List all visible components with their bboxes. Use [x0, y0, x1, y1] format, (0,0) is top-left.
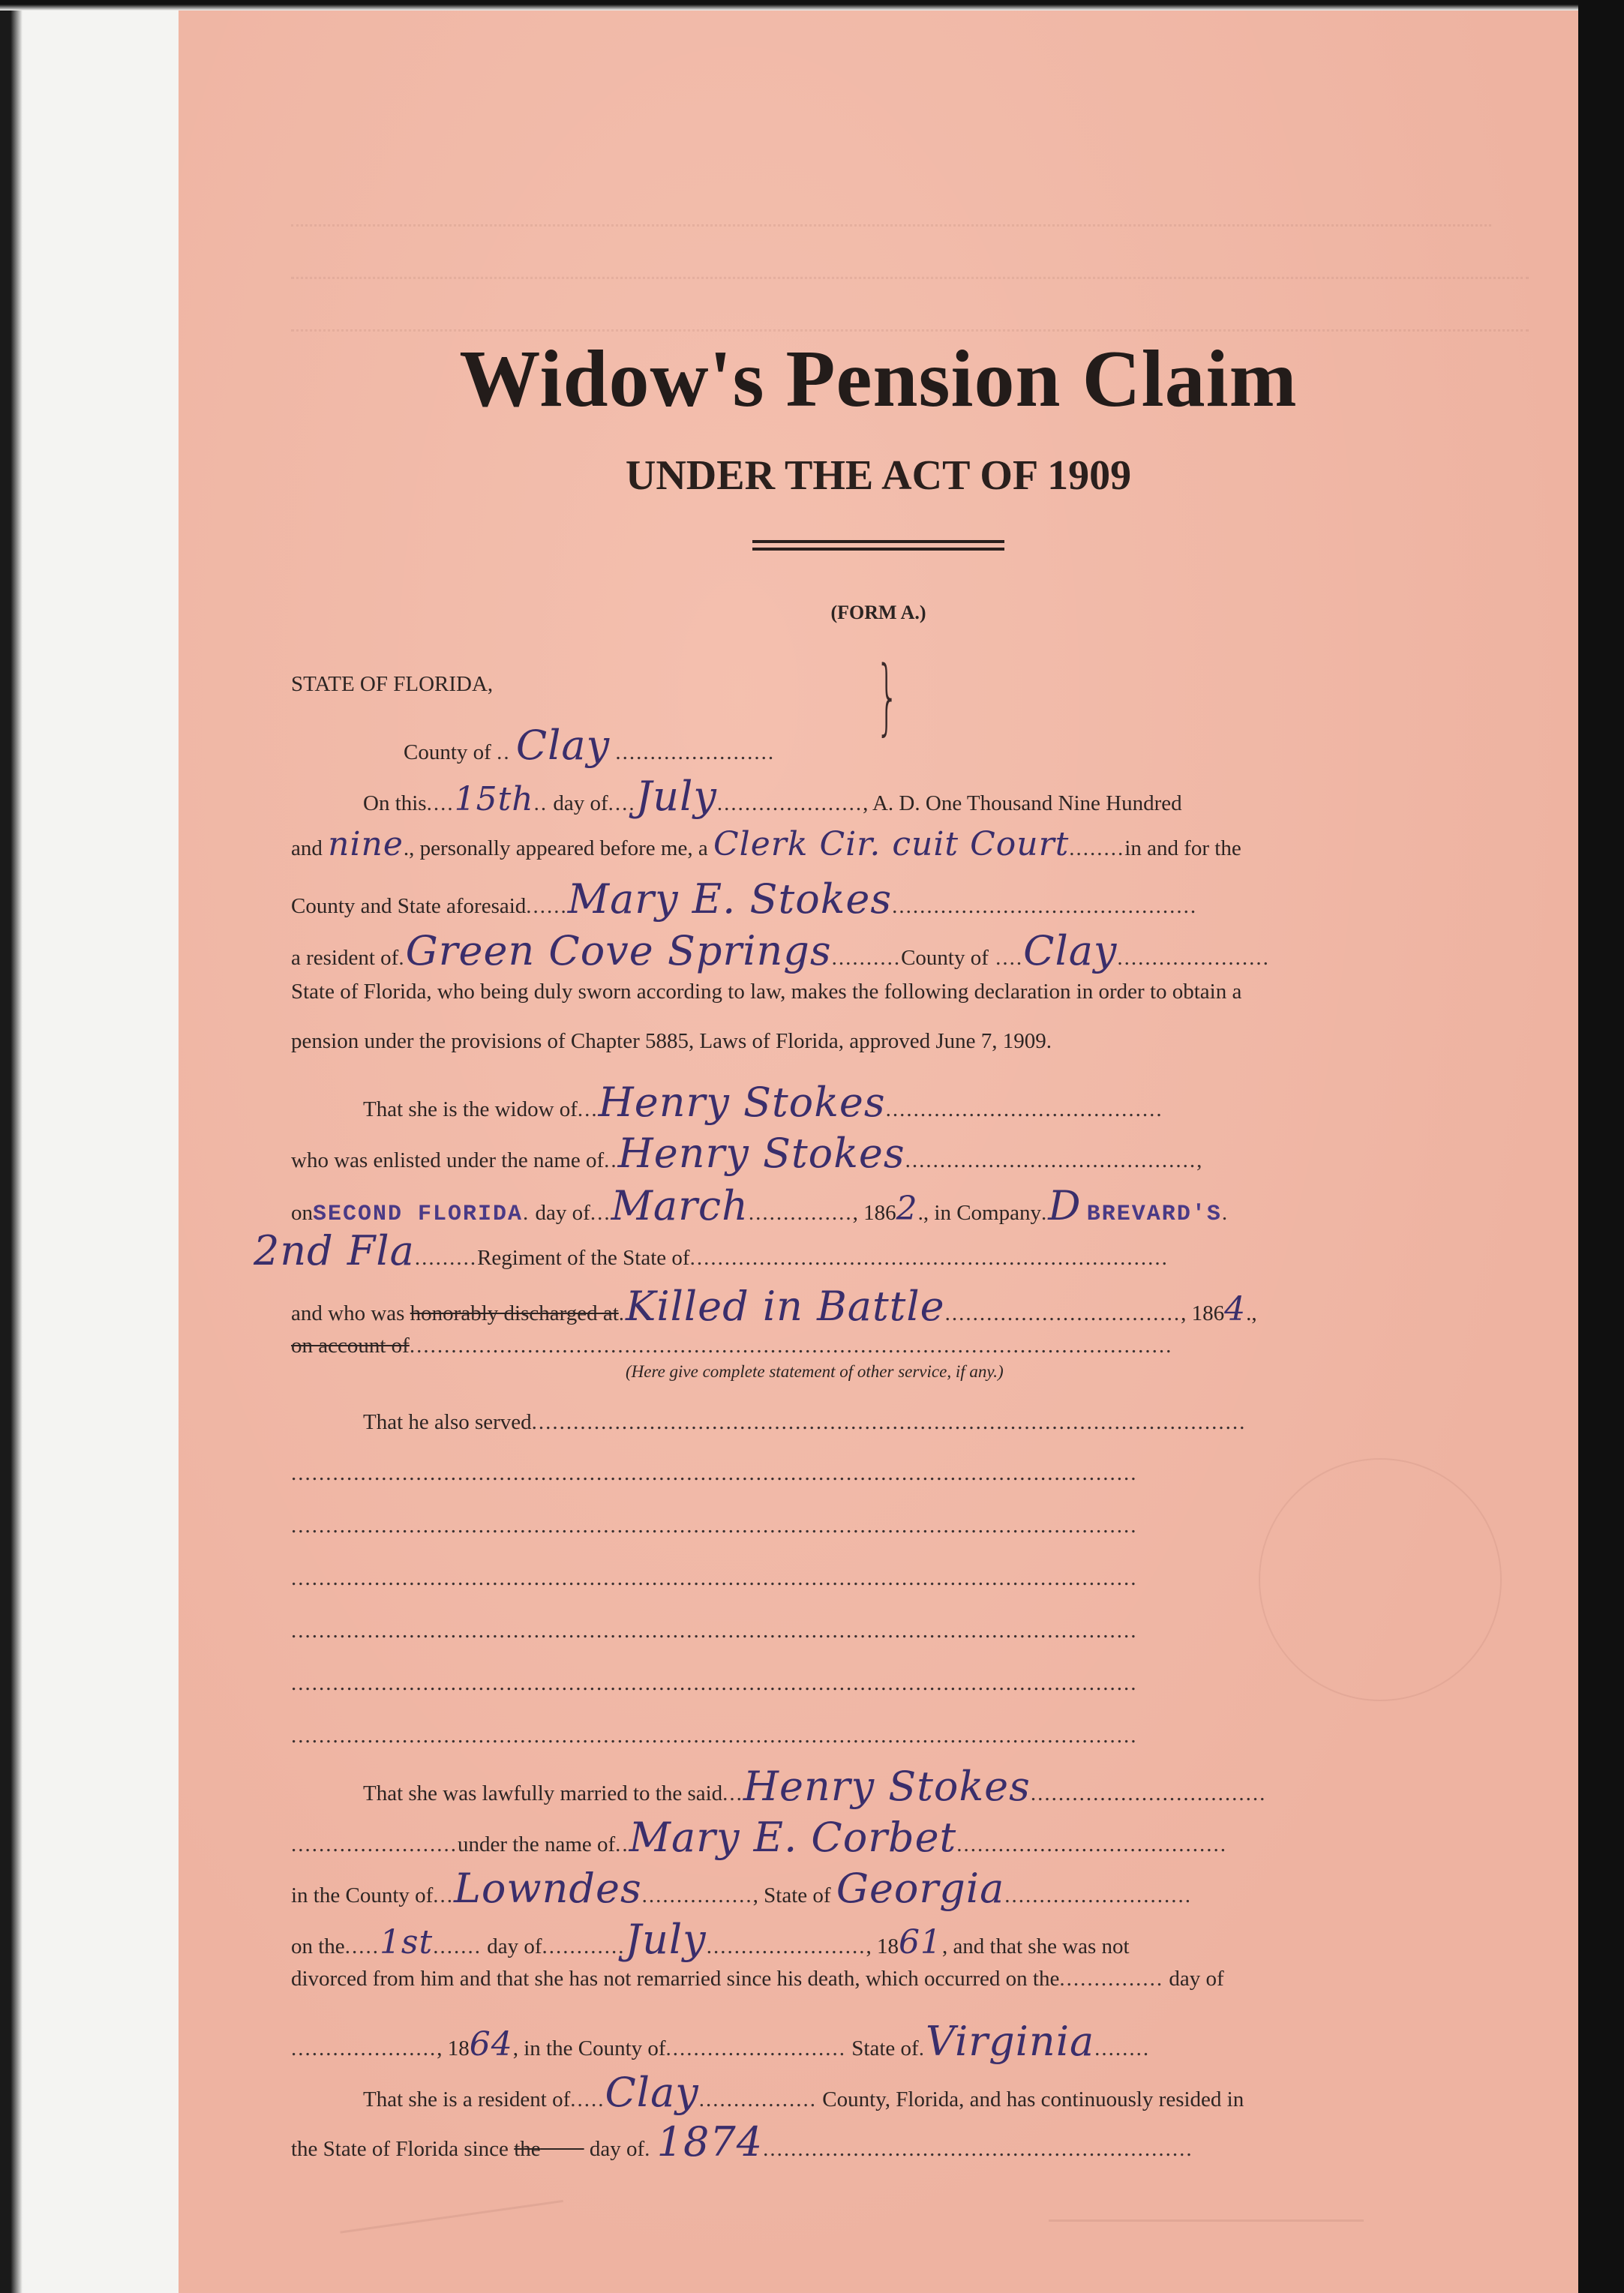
- resided-since-year: 1874: [656, 2118, 764, 2165]
- death-state-label: State of: [851, 2036, 919, 2060]
- divorce-line: divorced from him and that she has not remarried since his death, which occurred on the............... day of: [291, 1967, 1224, 1991]
- death-line: ....................., 1864, in the County of.......................... State of.Virginia........: [291, 2018, 1151, 2065]
- scan-right-edge: [1578, 0, 1624, 2293]
- marriage-month: July: [625, 1916, 707, 1963]
- company-letter: D: [1048, 1182, 1082, 1229]
- discharge-struck-text: honorably discharged at: [410, 1301, 619, 1325]
- blank-line: ..........................................................................................................................: [291, 1724, 1138, 1748]
- maiden-name: Mary E. Corbet: [629, 1814, 957, 1861]
- discharge-line: and who was honorably discharged at.Killed in Battle.................................., 1864.,: [291, 1283, 1257, 1330]
- discharge-year-prefix: , 186: [1181, 1301, 1225, 1325]
- claimant-line-prefix: County and State aforesaid: [291, 894, 527, 918]
- oath-text-line-1: State of Florida, who being duly sworn according to law, makes the following declaration in order to obtain a: [291, 980, 1242, 1004]
- also-served-line: That he also served.......................................................................................................: [363, 1410, 1247, 1434]
- resident-line: That she is a resident of.....Clay................. County, Florida, and has continuously resided in: [363, 2069, 1244, 2116]
- bleed-through-line: [291, 277, 1529, 297]
- claimant-county: Clay: [1023, 927, 1118, 974]
- marriage-date-suffix: , and that she was not: [941, 1934, 1130, 1958]
- service-instruction-note: (Here give complete statement of other service, if any.): [626, 1362, 1004, 1381]
- scan-top-edge: [0, 0, 1624, 11]
- death-county-label: , in the County of: [512, 2036, 666, 2060]
- enlisted-prefix: who was enlisted under the name of: [291, 1148, 605, 1172]
- company-stamp: BREVARD'S: [1086, 1202, 1222, 1227]
- widow-of-line: That she is the widow of...Henry Stokes........................................: [363, 1079, 1163, 1126]
- death-year-prefix: , 18: [437, 2036, 470, 2060]
- enlistment-mid: day of: [535, 1201, 590, 1225]
- marriage-county-label: in the County of: [291, 1883, 434, 1907]
- bleed-through-handwriting: [1049, 2182, 1364, 2222]
- regiment-line: 2nd Fla.........Regiment of the State of.....................................................................: [254, 1227, 1169, 1274]
- form-subtitle: UNDER THE ACT OF 1909: [625, 452, 1132, 499]
- widow-of-prefix: That she is the widow of: [363, 1097, 578, 1121]
- enlistment-month: March: [611, 1182, 749, 1229]
- marriage-year-digits: 61: [898, 1923, 942, 1961]
- form-title: Widow's Pension Claim: [459, 335, 1298, 424]
- marriage-year-prefix: , 18: [866, 1934, 899, 1958]
- married-to-line: That she was lawfully married to the said...Henry Stokes..................................: [363, 1763, 1267, 1810]
- marriage-state: Georgia: [836, 1865, 1005, 1912]
- resident-suffix: County, Florida, and has continuously resided in: [822, 2087, 1244, 2111]
- discharge-value: Killed in Battle: [626, 1283, 945, 1330]
- marriage-day: 1st: [379, 1923, 434, 1961]
- resided-since-struck: the: [514, 2137, 541, 2161]
- scan-left-edge: [0, 0, 33, 2293]
- officer-title: Clerk Cir. cuit Court: [713, 825, 1070, 863]
- resident-prefix: That she is a resident of: [363, 2087, 571, 2111]
- enlistment-date-line: onSECOND FLORIDA. day of...March..............., 1862., in Company.D BREVARD'S.: [291, 1182, 1229, 1229]
- marriage-place-line: in the County of...Lowndes................, State of Georgia...........................: [291, 1865, 1193, 1912]
- marriage-date-line: on the.....1st....... day of............July......................., 1861, and that she was not: [291, 1916, 1130, 1963]
- appearance-day: 15th: [454, 780, 534, 818]
- enlisted-line: who was enlisted under the name of..Henry Stokes..........................................,: [291, 1130, 1204, 1177]
- officer-line-mid: ., personally appeared before me, a: [403, 836, 708, 860]
- venue-state: STATE OF FLORIDA,: [291, 672, 494, 696]
- married-to-prefix: That she was lawfully married to the said: [363, 1781, 723, 1805]
- claimant-residence: Green Cove Springs: [405, 927, 832, 974]
- enlisted-name: Henry Stokes: [617, 1130, 905, 1177]
- bleed-through-line: [291, 224, 1491, 245]
- resident-county: Clay: [605, 2069, 699, 2116]
- oath-text-line-2: pension under the provisions of Chapter 5885, Laws of Florida, approved June 7, 1909.: [291, 1029, 1052, 1053]
- claimant-line: County and State aforesaid......Mary E. Stokes............................................: [291, 875, 1198, 923]
- officer-line: and nine., personally appeared before me, a Clerk Cir. cuit Court........in and for the: [291, 825, 1241, 863]
- maiden-name-line: ........................under the name of..Mary E. Corbet.......................................: [291, 1814, 1228, 1861]
- venue-county-prefix: County of: [404, 740, 491, 764]
- venue-county-line: County of .. Clay .......................: [404, 722, 776, 769]
- company-label: ., in Company: [917, 1201, 1041, 1225]
- date-line-suffix: , A. D. One Thousand Nine Hundred: [863, 791, 1182, 815]
- discharge-year-digit: 4: [1224, 1290, 1247, 1328]
- resided-since-day-of: day of: [589, 2137, 645, 2161]
- date-line-prefix: On this: [363, 791, 427, 815]
- venue-county-value: Clay: [515, 722, 611, 769]
- regiment-value: 2nd Fla: [254, 1227, 415, 1274]
- also-served-label: That he also served: [363, 1410, 532, 1434]
- resided-since-line: the State of Florida since the day of. 1874..............................................................: [291, 2118, 1193, 2165]
- divorce-text: divorced from him and that she has not remarried since his death, which occurred on the: [291, 1967, 1060, 1991]
- on-account-line: on account of..............................................................................................................: [291, 1334, 1173, 1358]
- on-account-struck: on account of: [291, 1334, 410, 1358]
- death-year-digits: 64: [469, 2025, 513, 2063]
- officer-line-suffix: in and for the: [1124, 836, 1241, 860]
- date-line: On this....15th.. day of....July....................., A. D. One Thousand Nine Hundred: [363, 773, 1182, 820]
- blank-line: ..........................................................................................................................: [291, 1619, 1138, 1643]
- residence-line: a resident of.Green Cove Springs..........County of ....Clay......................: [291, 927, 1270, 974]
- embossed-seal-shadow: [1259, 1458, 1502, 1701]
- residence-line-mid: County of: [901, 946, 989, 970]
- blank-line: ..........................................................................................................................: [291, 1514, 1138, 1538]
- death-state: Virginia: [925, 2018, 1095, 2065]
- husband-name: Henry Stokes: [598, 1079, 886, 1126]
- blank-line: ..........................................................................................................................: [291, 1671, 1138, 1695]
- blank-line: ..........................................................................................................................: [291, 1461, 1138, 1485]
- discharge-prefix: and who was: [291, 1301, 405, 1325]
- enlistment-on: on: [291, 1201, 313, 1225]
- regiment-text: Regiment of the State of: [477, 1246, 690, 1270]
- marriage-county: Lowndes: [454, 1865, 642, 1912]
- title-rule-bottom: [752, 548, 1004, 551]
- residence-line-prefix: a resident of: [291, 946, 399, 970]
- date-line-mid: day of: [553, 791, 608, 815]
- spouse-name: Henry Stokes: [743, 1763, 1031, 1810]
- divorce-day-of: day of: [1169, 1967, 1224, 1991]
- appearance-month: July: [635, 773, 717, 820]
- marriage-day-of-label: day of: [487, 1934, 542, 1958]
- pension-form-page: [179, 11, 1578, 2293]
- maiden-name-label: under the name of: [458, 1832, 616, 1856]
- regiment-stamp: SECOND FLORIDA: [313, 1202, 524, 1227]
- enlistment-year-prefix: , 186: [852, 1201, 896, 1225]
- year-word: nine: [328, 825, 404, 863]
- enlistment-year-digit: 2: [896, 1190, 918, 1228]
- officer-line-prefix: and: [291, 836, 323, 860]
- form-label: (FORM A.): [830, 602, 926, 623]
- marriage-on-label: on the: [291, 1934, 345, 1958]
- venue-brace: }: [875, 648, 899, 744]
- title-rule-top: [752, 540, 1004, 543]
- marriage-state-label: , State of: [752, 1883, 831, 1907]
- resided-since-prefix: the State of Florida since: [291, 2137, 509, 2161]
- claimant-name: Mary E. Stokes: [567, 875, 893, 923]
- blank-line: ..........................................................................................................................: [291, 1566, 1138, 1590]
- bleed-through-handwriting: [334, 2155, 563, 2233]
